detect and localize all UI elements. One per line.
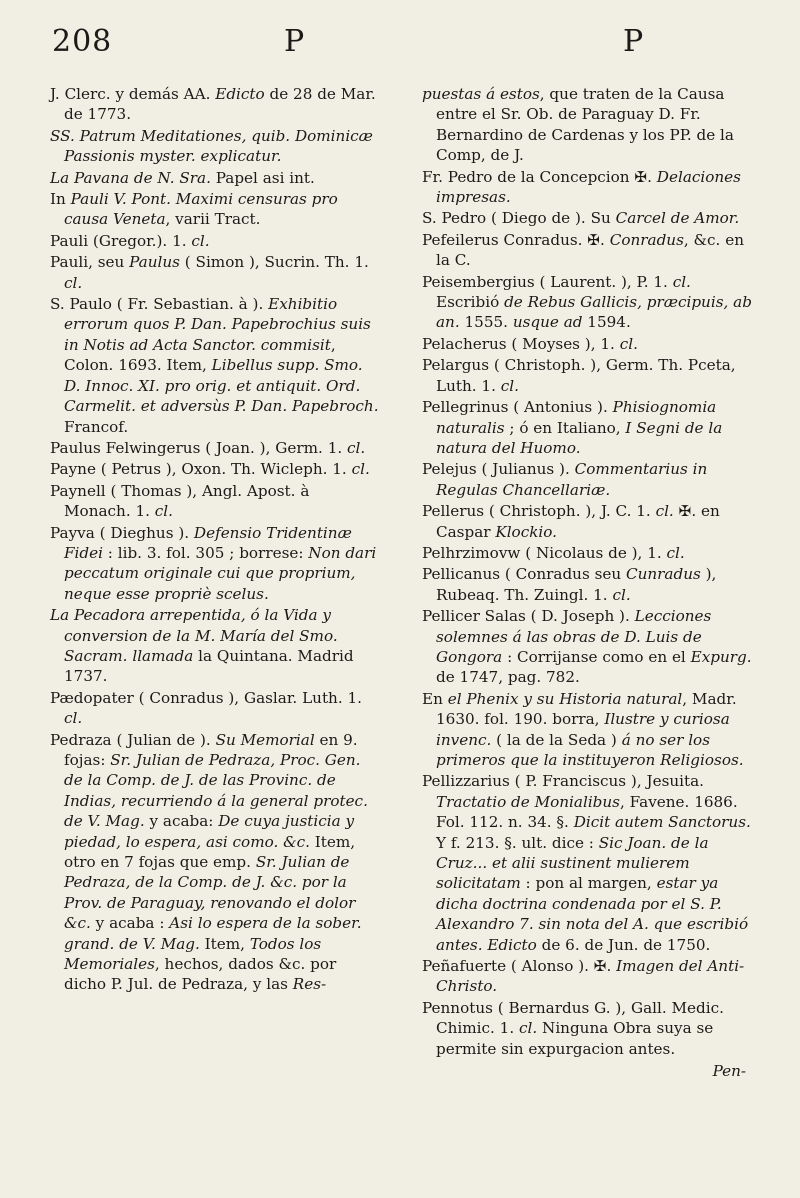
index-entry: J. Clerc. y demás AA. Edicto de 28 de Mar. de 1773.	[50, 85, 376, 124]
index-entry: Pædopater ( Conradus ), Gaslar. Luth. 1. cl.	[50, 688, 362, 728]
index-entry: Fr. Pedro de la Concepcion ✠. Delaciones impresas.	[422, 167, 741, 207]
right-column	[422, 84, 752, 1082]
index-entry: Pennotus ( Bernardus G. ), Gall. Medic. Chimic. 1. cl. Ninguna Obra suya se permite sin expurgacion antes.	[422, 998, 724, 1058]
index-entry: Pellicer Salas ( D. Joseph ). Lecciones solemnes á las obras de D. Luis de Gongora : Corrijanse como en el Expurg. de 1747, pag. 782.	[422, 607, 752, 687]
index-entry: Pauli (Gregor.). 1. cl.	[50, 231, 210, 250]
index-entry: Payva ( Dieghus ). Defensio Tridentinæ Fidei : lib. 3. fol. 305 ; borrese: Non dari peccatum originale cui que proprium, neque esse propriè scelus.	[50, 523, 377, 603]
index-entry: Pelhrzimovw ( Nicolaus de ), 1. cl.	[422, 543, 685, 562]
index-entry: Peñafuerte ( Alonso ). ✠. Imagen del Anti-Christo.	[422, 957, 745, 996]
page-header	[52, 22, 740, 76]
index-entry: Pelargus ( Christoph. ), Germ. Th. Pceta, Luth. 1. cl.	[422, 356, 736, 395]
running-head-right: P	[623, 24, 644, 59]
index-entry: En el Phenix y su Historia natural, Madr. 1630. fol. 190. borra, Ilustre y curiosa invenc. ( la de la Seda ) á no ser los primeros que la instituyeron Religiosos.	[422, 689, 744, 769]
index-entry: La Pavana de N. Sra. Papel asi int.	[50, 168, 315, 187]
index-entry: SS. Patrum Meditationes, quib. Dominicæ Passionis myster. explicatur.	[50, 126, 373, 166]
index-entry: Pedraza ( Julian de ). Su Memorial en 9. fojas: Sr. Julian de Pedraza, Proc. Gen. de la Comp. de J. de las Provinc. de Indias, recurriendo á la general protec. de V. Mag. y acaba: De cuya justicia y piedad, lo espera, asi como. &c. Item, otro en 7 fojas que emp. Sr. Julian de Pedraza, de la Comp. de J. &c. por la Prov. de Paraguay, renovando el dolor &c. y acaba : Asi lo espera de la sober. grand. de V. Mag. Item, Todos los Memoriales, hechos, dados &c. por dicho P. Jul. de Pedraza, y las Res-	[50, 730, 368, 994]
index-entry: Pelejus ( Julianus ). Commentarius in Regulas Chancellariæ.	[422, 460, 708, 499]
index-entry: Pellegrinus ( Antonius ). Phisiognomia naturalis ; ó en Italiano, I Segni de la natura del Huomo.	[422, 398, 723, 457]
running-head-left: P	[284, 24, 305, 59]
index-entry: Pellicanus ( Conradus seu Cunradus ), Rubeaq. Th. Zuingl. 1. cl.	[422, 565, 717, 604]
left-column	[50, 84, 380, 996]
index-entry: S. Pedro ( Diego de ). Su Carcel de Amor.	[422, 209, 740, 228]
index-entry: Pauli, seu Paulus ( Simon ), Sucrin. Th. 1. cl.	[50, 253, 369, 292]
index-entry: Pellerus ( Christoph. ), J. C. 1. cl. ✠. en Caspar Klockio.	[422, 502, 720, 541]
index-entry: In Pauli V. Pont. Maximi censuras pro causa Veneta, varii Tract.	[50, 190, 338, 229]
catchword: Pen-	[712, 1062, 746, 1081]
index-entry: Paulus Felwingerus ( Joan. ), Germ. 1. cl.	[50, 438, 366, 457]
index-entry: puestas á estos, que traten de la Causa entre el Sr. Ob. de Paraguay D. Fr. Bernardino de Cardenas y los PP. de la Comp, de J.	[422, 85, 734, 165]
index-entry: S. Paulo ( Fr. Sebastian. à ). Exhibitio errorum quos P. Dan. Papebrochius suis in Notis ad Acta Sanctor. commisit, Colon. 1693. Item, Libellus supp. Smo. D. Innoc. XI. pro orig. et antiquit. Ord. Carmelit. et adversùs P. Dan. Papebroch. Francof.	[50, 295, 379, 436]
index-entry: La Pecadora arrepentida, ó la Vida y conversion de la M. María del Smo. Sacram. llamada la Quintana. Madrid 1737.	[50, 606, 354, 686]
index-entry: Pellizzarius ( P. Franciscus ), Jesuita. Tractatio de Monialibus, Favene. 1686. Fol. 112. n. 34. §. Dicit autem Sanctorus. Y f. 213. §. ult. dice : Sic Joan. de la Cruz... et alii sustinent mulierem solicitatam : pon al margen, estar ya dicha doctrina condenada por el S. P. Alexandro 7. sin nota del A. que escribió antes. Edicto de 6. de Jun. de 1750.	[422, 772, 751, 954]
index-entry: Pefeilerus Conradus. ✠. Conradus, &c. en la C.	[422, 230, 744, 270]
index-entry: Paynell ( Thomas ), Angl. Apost. à Monach. 1. cl.	[50, 481, 310, 521]
index-entry: Peisembergius ( Laurent. ), P. 1. cl. Escribió de Rebus Gallicis, præcipuis, ab an. 1555. usque ad 1594.	[422, 272, 752, 332]
page-number: 208	[52, 24, 113, 59]
index-entry: Pelacherus ( Moyses ), 1. cl.	[422, 334, 638, 353]
index-entry: Payne ( Petrus ), Oxon. Th. Wicleph. 1. cl.	[50, 460, 370, 479]
